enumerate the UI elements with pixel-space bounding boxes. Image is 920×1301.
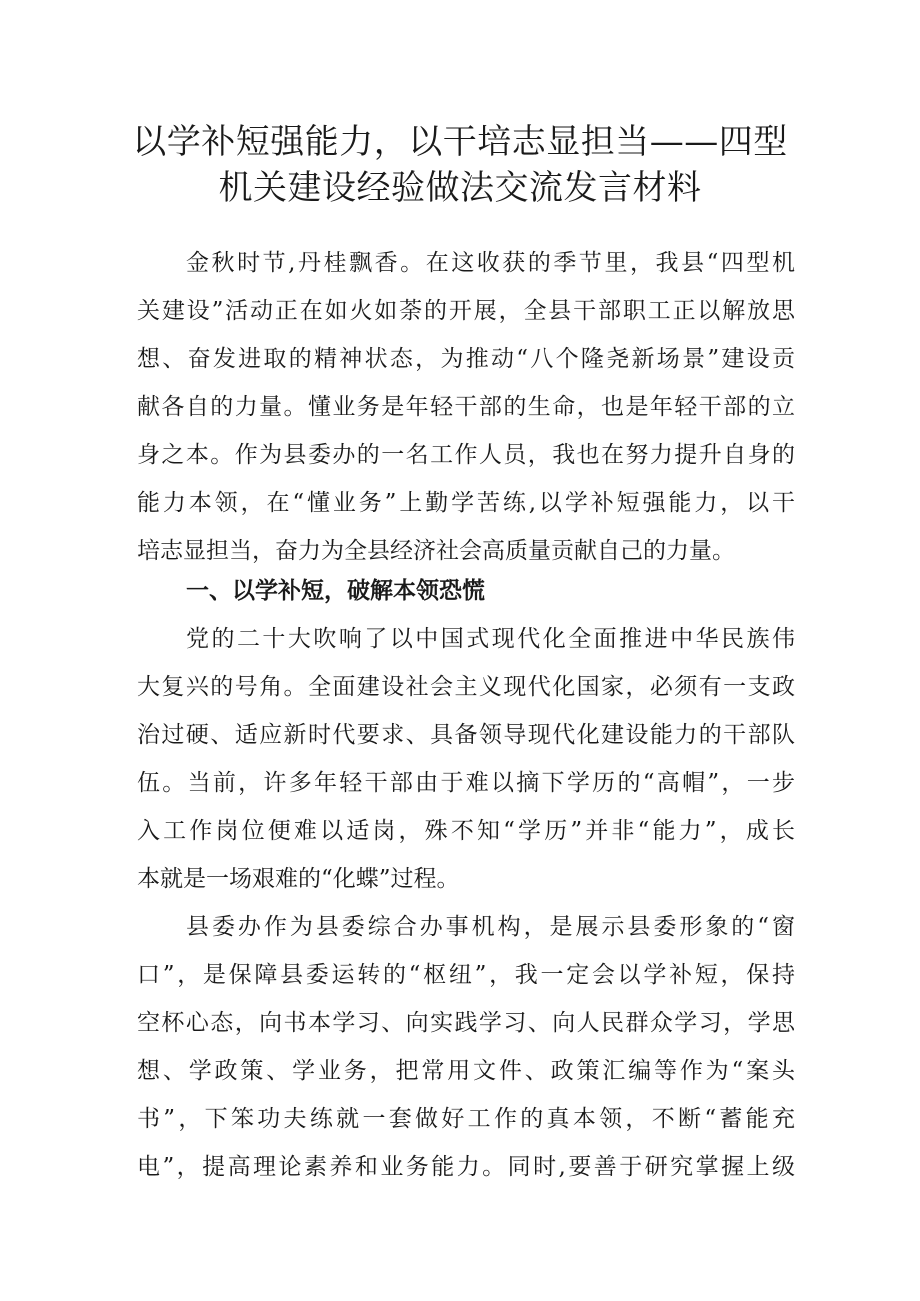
paragraph-3-line: 县委办作为县委综合办事机构，是展示县委形象的“窗: [186, 914, 795, 940]
paragraph-1-line: 培志显担当，奋力为全县经济社会高质量贡献自己的力量。: [137, 538, 735, 564]
paragraph-1-line: 能力本领，在“懂业务”上勤学苦练,以学补短强能力，以干: [137, 490, 795, 516]
paragraph-2-line: 入工作岗位便难以适岗，殊不知“学历”并非“能力”，成长: [137, 818, 795, 844]
paragraph-1-line: 想、奋发进取的精神状态，为推动“八个隆尧新场景”建设贡: [137, 346, 795, 372]
paragraph-2-line: 本就是一场艰难的“化蝶”过程。: [137, 866, 460, 892]
paragraph-2-line: 伍。当前，许多年轻干部由于难以摘下学历的“高帽”，一步: [137, 770, 795, 796]
paragraph-3-line: 空杯心态，向书本学习、向实践学习、向人民群众学习，学思: [137, 1010, 795, 1036]
paragraph-1-line: 关建设”活动正在如火如荼的开展，全县干部职工正以解放思: [137, 298, 795, 324]
document-title-line-2: 机关建设经验做法交流发言材料: [218, 168, 702, 208]
paragraph-2-line: 大复兴的号角。全面建设社会主义现代化国家，必须有一支政: [137, 674, 795, 700]
paragraph-1-line: 金秋时节,丹桂飘香。在这收获的季节里，我县“四型机: [186, 250, 795, 276]
paragraph-3-line: 电”，提高理论素养和业务能力。同时,要善于研究掌握上级: [137, 1154, 795, 1180]
document-title-line-1: 以学补短强能力，以干培志显担当——四型: [132, 122, 788, 162]
section-1-heading: 一、以学补短，破解本领恐慌: [186, 577, 485, 604]
paragraph-1-line: 身之本。作为县委办的一名工作人员，我也在努力提升自身的: [137, 442, 795, 468]
paragraph-1-line: 献各自的力量。懂业务是年轻干部的生命，也是年轻干部的立: [137, 394, 795, 420]
paragraph-3-line: 书”，下笨功夫练就一套做好工作的真本领，不断“蓄能充: [137, 1106, 795, 1132]
paragraph-2-line: 党的二十大吹响了以中国式现代化全面推进中华民族伟: [186, 626, 795, 652]
paragraph-3-line: 想、学政策、学业务，把常用文件、政策汇编等作为“案头: [137, 1058, 795, 1084]
paragraph-2-line: 治过硬、适应新时代要求、具备领导现代化建设能力的干部队: [137, 722, 795, 748]
paragraph-3-line: 口”，是保障县委运转的“枢纽”，我一定会以学补短，保持: [137, 962, 795, 988]
